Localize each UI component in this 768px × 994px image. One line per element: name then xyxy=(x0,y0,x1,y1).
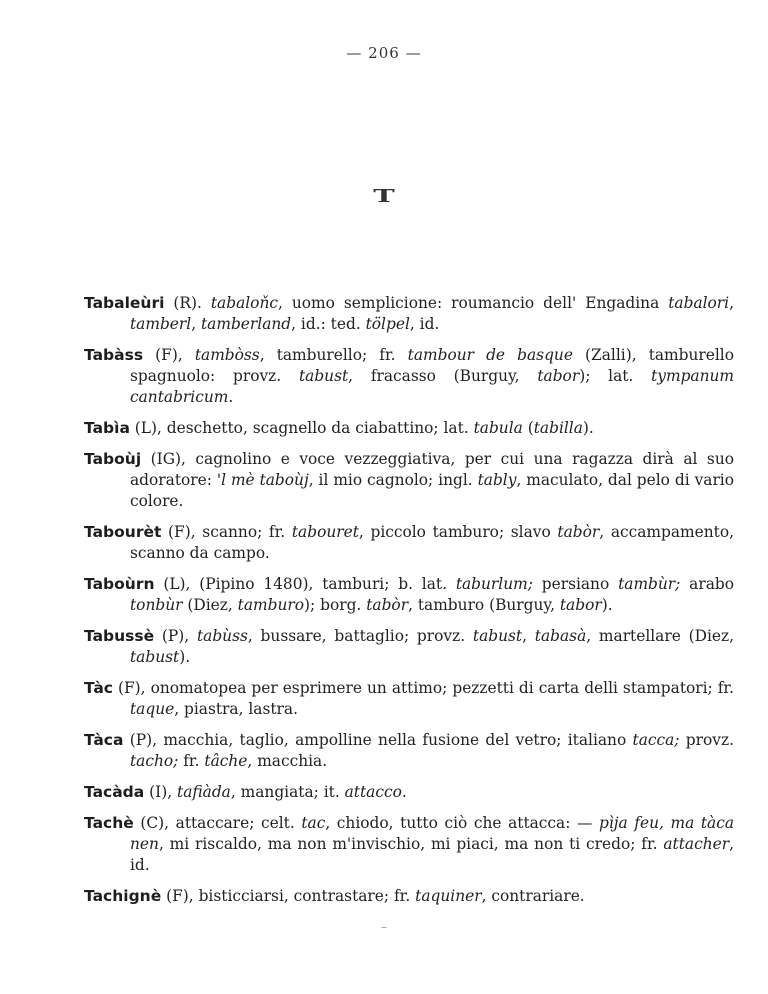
entry-text: , il mio cagnolo; ingl. xyxy=(308,471,478,489)
entry-text: , martellare (Diez, xyxy=(586,627,734,645)
entry-headword: Tabussè xyxy=(84,627,155,645)
letter-heading: T xyxy=(373,186,395,207)
entry-headword: Tabìa xyxy=(84,419,130,437)
entry-text: (C), attaccare; celt. xyxy=(133,814,302,832)
footer-mark: – xyxy=(381,920,387,934)
entry-italic-term: tambùr; xyxy=(618,575,681,593)
entry-headword: Tabàss xyxy=(84,346,144,364)
entry-headword: Tacàda xyxy=(84,783,145,801)
entry-text: , xyxy=(522,627,535,645)
dictionary-entries xyxy=(84,293,734,917)
entry-headword: Tàca xyxy=(84,731,124,749)
entry-italic-term: tabust xyxy=(472,627,523,645)
entry-italic-term: taquiner xyxy=(415,887,482,905)
entry-text: (L), deschetto, scagnello da ciabattino; lat. xyxy=(129,419,474,437)
entry-text: (F), xyxy=(143,346,195,364)
entry-headword: Taboùrn xyxy=(84,575,155,593)
entry-italic-term: tac xyxy=(301,814,326,832)
entry-text: ). xyxy=(582,419,594,437)
entry-headword: Taboùj xyxy=(84,450,142,468)
entry-text: (Zalli), tamburello spagnuolo: provz. xyxy=(130,346,734,385)
entry-italic-term: tambour de basque xyxy=(407,346,573,364)
entry-italic-term: 'l mè taboùj xyxy=(216,471,309,489)
entry-italic-term: tabor xyxy=(559,596,602,614)
entry-headword: Tachignè xyxy=(84,887,162,905)
entry-text: , id. xyxy=(130,835,734,874)
entry-text: provz. xyxy=(679,731,734,749)
entry-italic-term: tabòr xyxy=(557,523,600,541)
entry-text: (IG), cagnolino e voce vezzeggiativa, per cui una ragazza dirà al suo adoratore: xyxy=(130,450,734,489)
entry-text: , id.: ted. xyxy=(291,315,366,333)
entry-text: (F), onomatopea per esprimere un attimo; pezzetti di carta delli stampatori; fr. xyxy=(112,679,734,697)
entry-italic-term: tabust xyxy=(298,367,349,385)
entry-text: (P), xyxy=(154,627,197,645)
entry-italic-term: tabalori xyxy=(668,294,730,312)
entry-text: , xyxy=(191,315,201,333)
entry-italic-term: tabula xyxy=(473,419,523,437)
dictionary-entry xyxy=(84,345,734,408)
entry-italic-term: attacco xyxy=(344,783,402,801)
page-number: — 206 — xyxy=(346,44,422,62)
entry-text: , contrariare. xyxy=(481,887,585,905)
entry-italic-term: tabust xyxy=(130,648,180,666)
entry-text: , mi riscaldo, ma non m'invischio, mi piaci, ma non ti credo; fr. xyxy=(158,835,664,853)
entry-headword: Tachè xyxy=(84,814,134,832)
entry-text: , uomo semplicione: roumancio dell' Engadina xyxy=(277,294,669,312)
entry-text: ); lat. xyxy=(579,367,652,385)
entry-italic-term: tambòss xyxy=(194,346,260,364)
entry-headword: Tàc xyxy=(84,679,113,697)
entry-text: , bussare, battaglio; provz. xyxy=(247,627,473,645)
entry-headword: Tabaleùri xyxy=(84,294,165,312)
entry-text: , accampamento, scanno da campo. xyxy=(130,523,734,562)
entry-text: , mangiata; it. xyxy=(230,783,345,801)
entry-italic-term: tacca; xyxy=(632,731,680,749)
dictionary-entry xyxy=(84,782,734,803)
entry-text: , macchia. xyxy=(247,752,328,770)
dictionary-entry xyxy=(84,293,734,335)
entry-text: , xyxy=(729,294,734,312)
entry-text: , maculato, dal pelo di vario colore. xyxy=(130,471,734,510)
entry-italic-term: tamberland xyxy=(201,315,292,333)
dictionary-entry xyxy=(84,449,734,512)
entry-text: persiano xyxy=(532,575,619,593)
dictionary-entry xyxy=(84,522,734,564)
entry-italic-term: tabùss xyxy=(196,627,248,645)
entry-italic-term: taburlum; xyxy=(455,575,533,593)
entry-text: , piastra, lastra. xyxy=(174,700,298,718)
entry-italic-term: tably xyxy=(477,471,517,489)
entry-headword: Tabourèt xyxy=(84,523,162,541)
entry-text: , tamburo (Burguy, xyxy=(408,596,560,614)
entry-text: (F), bisticciarsi, contrastare; fr. xyxy=(161,887,416,905)
dictionary-entry xyxy=(84,678,734,720)
entry-italic-term: tabasà xyxy=(534,627,587,645)
dictionary-entry xyxy=(84,813,734,876)
entry-text: , chiodo, tutto ciò che attacca: — xyxy=(325,814,599,832)
entry-italic-term: tacho; xyxy=(130,752,179,770)
entry-text: (P), macchia, taglio, ampolline nella fusione del vetro; italiano xyxy=(123,731,633,749)
entry-text: (F), scanno; fr. xyxy=(161,523,292,541)
entry-text: ( xyxy=(522,419,534,437)
entry-italic-term: tonbùr xyxy=(130,596,183,614)
entry-text: , tamburello; fr. xyxy=(259,346,408,364)
entry-italic-term: pìja feu, ma tàca nen xyxy=(130,814,735,853)
entry-italic-term: tafiàda xyxy=(177,783,231,801)
entry-text: . xyxy=(401,783,407,801)
entry-italic-term: attacher xyxy=(663,835,730,853)
entry-italic-term: tympanum cantabricum xyxy=(130,367,735,406)
entry-italic-term: tölpel xyxy=(365,315,410,333)
entry-italic-term: tabòr xyxy=(366,596,409,614)
entry-text: (L), (Pipino 1480), tamburi; b. lat. xyxy=(154,575,456,593)
entry-italic-term: tamberl xyxy=(130,315,192,333)
entry-italic-term: taque xyxy=(130,700,175,718)
entry-text: (R). xyxy=(164,294,211,312)
entry-italic-term: tabor xyxy=(537,367,580,385)
entry-text: ). xyxy=(601,596,613,614)
entry-text: , fracasso (Burguy, xyxy=(348,367,538,385)
dictionary-entry xyxy=(84,574,734,616)
entry-italic-term: tamburo xyxy=(237,596,305,614)
dictionary-entry xyxy=(84,730,734,772)
dictionary-entry xyxy=(84,626,734,668)
entry-text: fr. xyxy=(178,752,205,770)
entry-text: . xyxy=(228,388,234,406)
entry-italic-term: tâche xyxy=(204,752,248,770)
dictionary-entry xyxy=(84,418,734,439)
entry-text: ); borg. xyxy=(304,596,367,614)
dictionary-entry xyxy=(84,886,734,907)
entry-text: , piccolo tamburo; slavo xyxy=(358,523,558,541)
entry-text: (Diez, xyxy=(182,596,238,614)
entry-text: ). xyxy=(179,648,191,666)
entry-text: (I), xyxy=(144,783,178,801)
entry-italic-term: tabouret xyxy=(291,523,359,541)
entry-text: arabo xyxy=(680,575,734,593)
entry-italic-term: tabilla xyxy=(533,419,583,437)
entry-italic-term: tabaloňc xyxy=(210,294,278,312)
entry-text: , id. xyxy=(409,315,440,333)
